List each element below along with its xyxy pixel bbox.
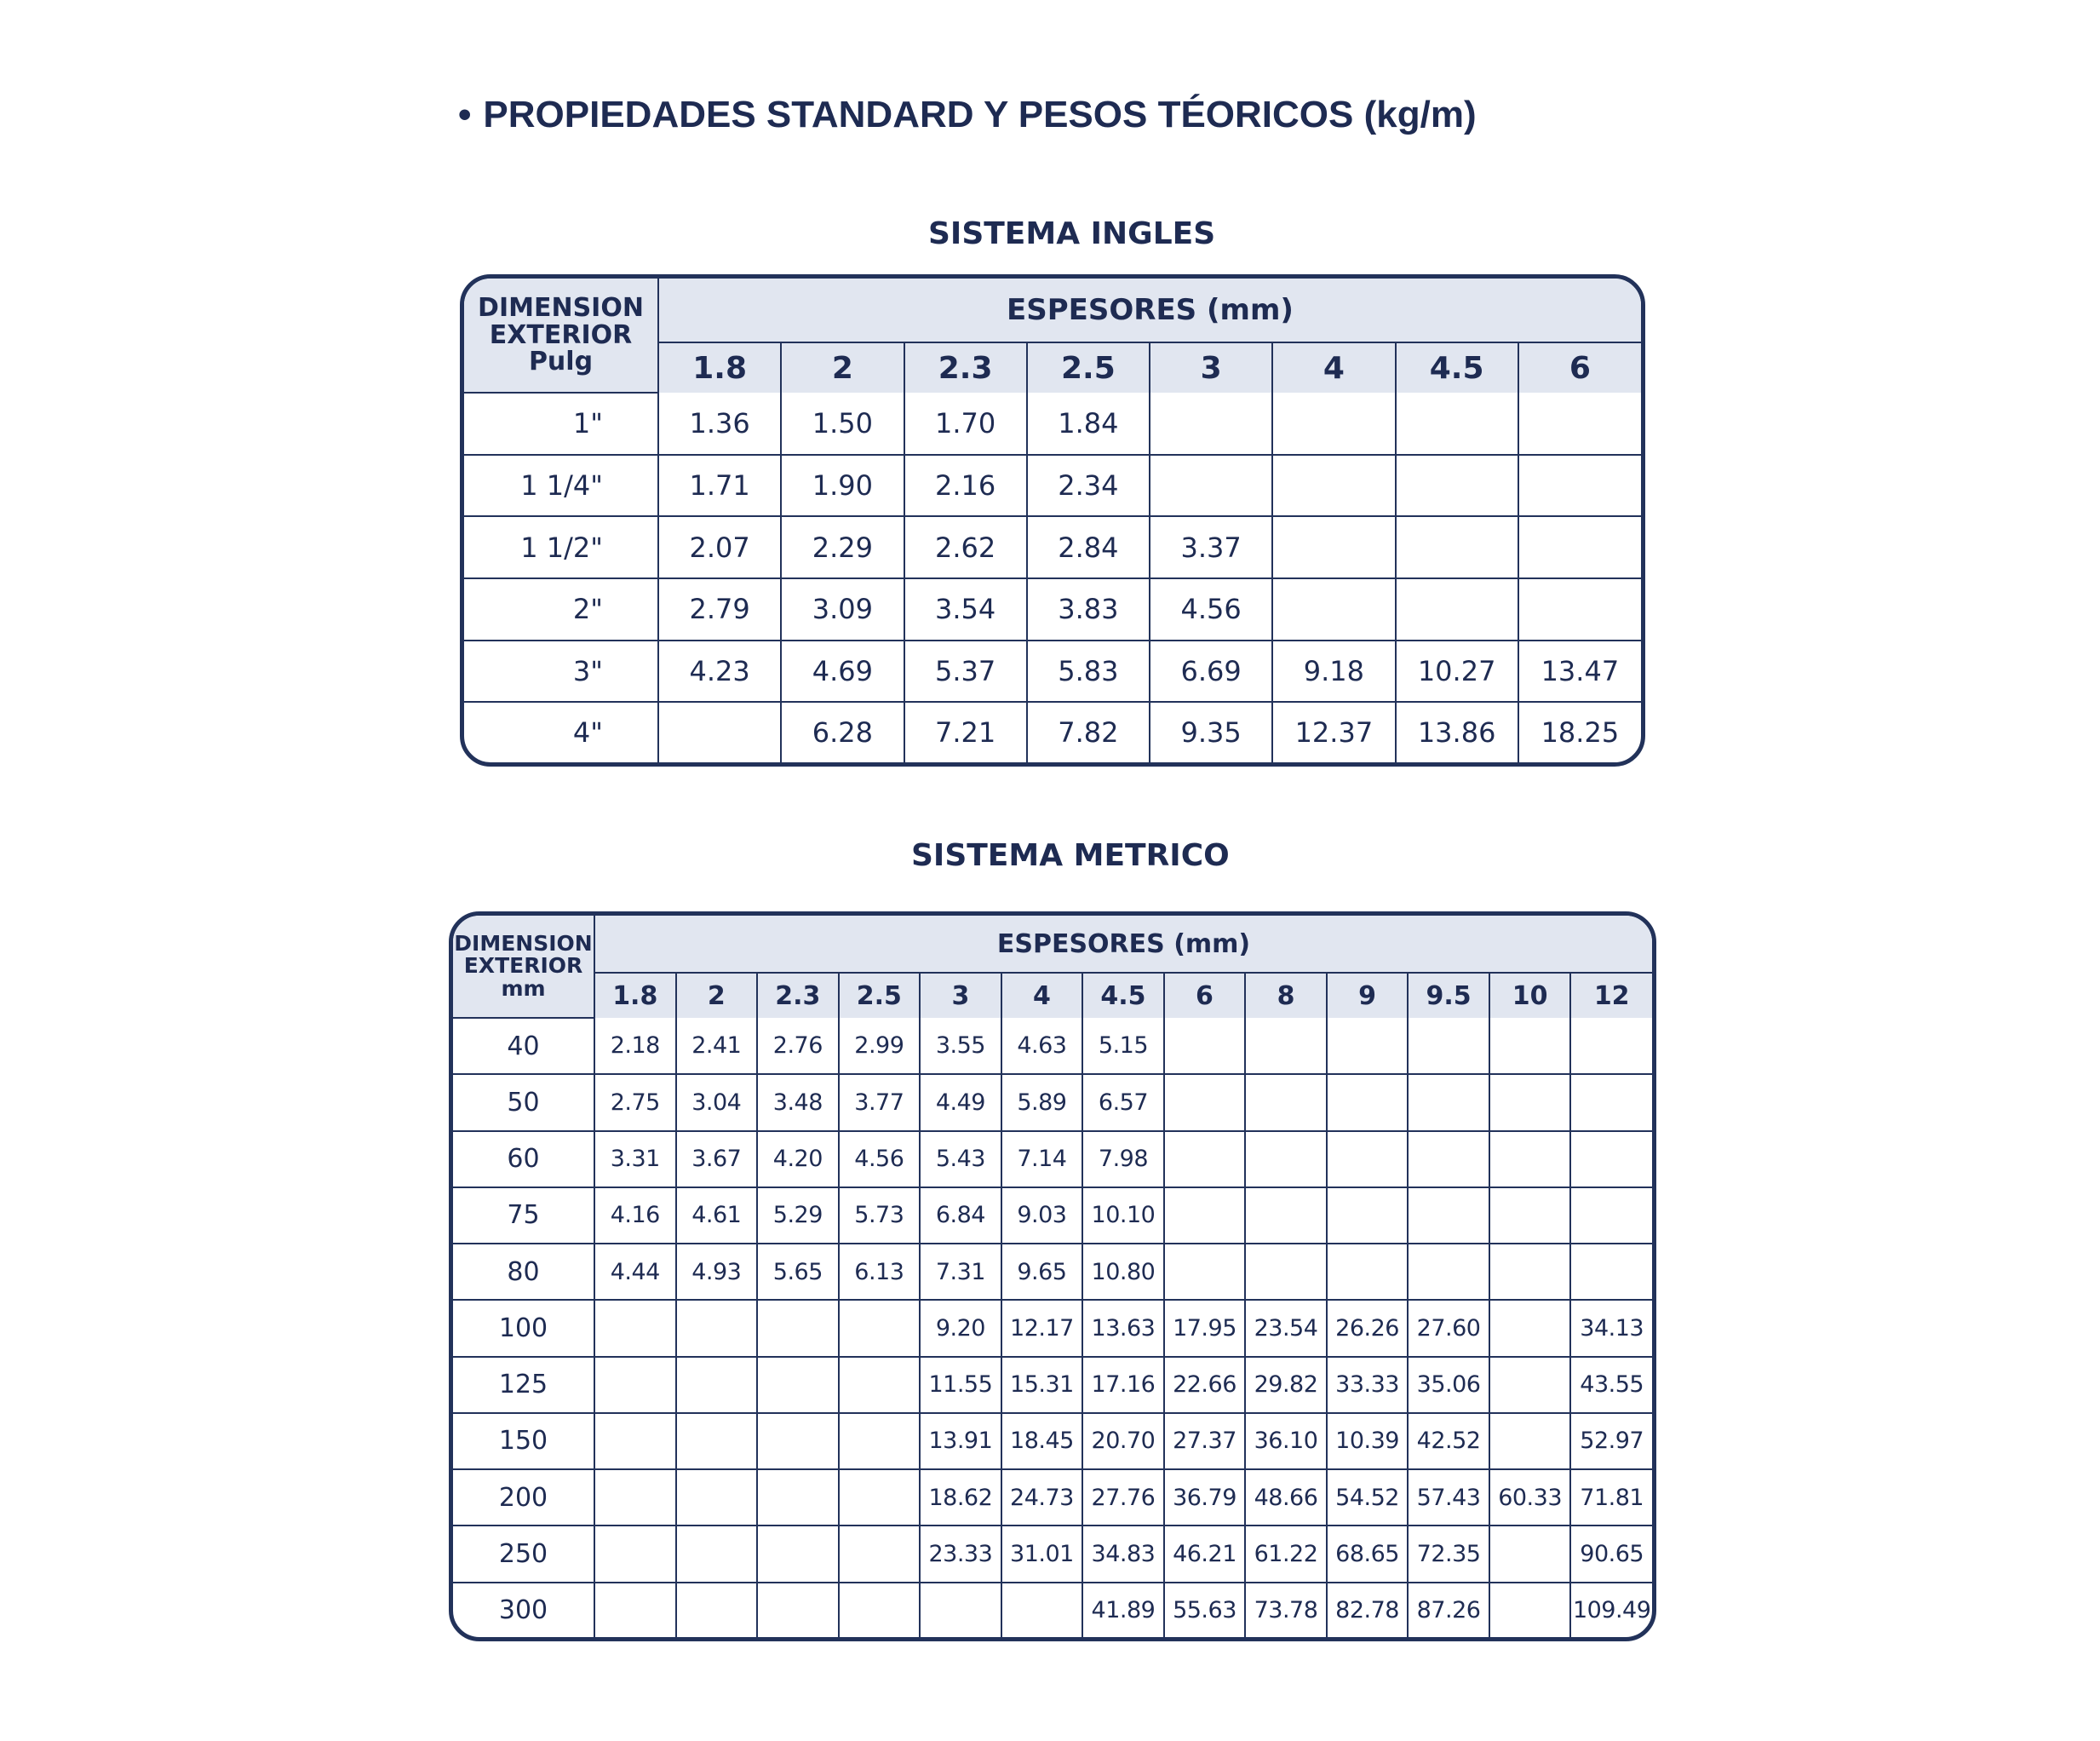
table-cell: [1245, 1018, 1327, 1074]
table-cell: 5.37: [904, 641, 1027, 703]
table-cell: 7.98: [1082, 1131, 1164, 1187]
table-cell: 29.82: [1245, 1357, 1327, 1413]
dimension-header-line: EXTERIOR: [463, 953, 583, 979]
table-cell: 72.35: [1408, 1526, 1489, 1582]
table-cell: 9.03: [1001, 1187, 1083, 1244]
column-header: 2.3: [904, 342, 1027, 393]
table-cell: [594, 1300, 676, 1356]
column-header: 4.5: [1396, 342, 1518, 393]
table-cell: 4.44: [594, 1244, 676, 1300]
table-cell: 60.33: [1489, 1469, 1571, 1526]
table-cell: 42.52: [1408, 1413, 1489, 1469]
table-cell: [1150, 455, 1272, 517]
table-cell: 3.48: [757, 1074, 839, 1130]
row-label: 60: [453, 1131, 594, 1187]
table-cell: 9.18: [1272, 641, 1395, 703]
section-title-metrico: SISTEMA METRICO: [911, 838, 1230, 873]
table-cell: [1327, 1187, 1409, 1244]
row-label: 1": [464, 393, 658, 455]
table-cell: 1.84: [1027, 393, 1150, 455]
table-cell: 36.79: [1164, 1469, 1246, 1526]
table-cell: [1164, 1131, 1246, 1187]
column-header: 4: [1001, 973, 1083, 1018]
row-label: 80: [453, 1244, 594, 1300]
espesores-header: ESPESORES (mm): [658, 279, 1641, 342]
table-cell: 27.76: [1082, 1469, 1164, 1526]
table-cell: [1489, 1583, 1571, 1638]
table-cell: 9.65: [1001, 1244, 1083, 1300]
table-cell: 55.63: [1164, 1583, 1246, 1638]
table-cell: [676, 1300, 758, 1356]
table-cell: [676, 1357, 758, 1413]
column-header: 6: [1518, 342, 1641, 393]
table-cell: 48.66: [1245, 1469, 1327, 1526]
table-cell: 71.81: [1570, 1469, 1652, 1526]
table-cell: [1164, 1018, 1246, 1074]
table-cell: [658, 702, 781, 762]
table-cell: 2.18: [594, 1018, 676, 1074]
table-cell: 3.37: [1150, 516, 1272, 578]
table-row: [464, 702, 1641, 762]
row-label: 75: [453, 1187, 594, 1244]
table-cell: [757, 1300, 839, 1356]
table-cell: [1570, 1244, 1652, 1300]
column-header: 9.5: [1408, 973, 1489, 1018]
table-cell: 43.55: [1570, 1357, 1652, 1413]
table-cell: 13.91: [920, 1413, 1001, 1469]
page-title: [458, 94, 1477, 136]
table-row: [453, 1357, 1652, 1413]
table-cell: [1327, 1244, 1409, 1300]
table-row: [464, 393, 1641, 455]
table-cell: [1245, 1131, 1327, 1187]
table-cell: 26.26: [1327, 1300, 1409, 1356]
dimension-header: [464, 279, 658, 393]
table-cell: 3.67: [676, 1131, 758, 1187]
table-cell: [839, 1583, 921, 1638]
table-cell: 2.41: [676, 1018, 758, 1074]
table-cell: 4.63: [1001, 1018, 1083, 1074]
table-cell: 2.07: [658, 516, 781, 578]
table-cell: [1164, 1074, 1246, 1130]
row-label: 40: [453, 1018, 594, 1074]
table-cell: 2.62: [904, 516, 1027, 578]
table-row: [453, 1018, 1652, 1074]
table-cell: 4.23: [658, 641, 781, 703]
table-cell: 2.84: [1027, 516, 1150, 578]
table-cell: [1489, 1187, 1571, 1244]
table-cell: 27.37: [1164, 1413, 1246, 1469]
column-header: 4.5: [1082, 973, 1164, 1018]
table-cell: [1408, 1074, 1489, 1130]
table-row: [464, 455, 1641, 517]
column-header: 10: [1489, 973, 1571, 1018]
table-cell: 2.29: [781, 516, 904, 578]
table-cell: 1.90: [781, 455, 904, 517]
table-row: [464, 578, 1641, 641]
table-cell: [1489, 1300, 1571, 1356]
table-cell: 13.47: [1518, 641, 1641, 703]
table-cell: 7.31: [920, 1244, 1001, 1300]
column-header: 6: [1164, 973, 1246, 1018]
table-cell: 5.89: [1001, 1074, 1083, 1130]
row-label: 1 1/4": [464, 455, 658, 517]
table-cell: 22.66: [1164, 1357, 1246, 1413]
row-label: 2": [464, 578, 658, 641]
table-cell: 73.78: [1245, 1583, 1327, 1638]
table-cell: 5.83: [1027, 641, 1150, 703]
table-cell: 5.65: [757, 1244, 839, 1300]
table-cell: 3.55: [920, 1018, 1001, 1074]
table-cell: [1489, 1074, 1571, 1130]
table-cell: [1570, 1074, 1652, 1130]
column-header: 2: [676, 973, 758, 1018]
table-cell: [1272, 393, 1395, 455]
table-cell: [1518, 516, 1641, 578]
section-title-ingles: SISTEMA INGLES: [928, 216, 1216, 251]
column-header-row: [453, 973, 1652, 1018]
table-row: [453, 1583, 1652, 1638]
table-cell: [1489, 1526, 1571, 1582]
table-row: [453, 1187, 1652, 1244]
table-cell: [594, 1526, 676, 1582]
table-cell: 5.43: [920, 1131, 1001, 1187]
table-cell: [757, 1469, 839, 1526]
table-cell: [594, 1357, 676, 1413]
table-cell: 3.83: [1027, 578, 1150, 641]
table-cell: [594, 1469, 676, 1526]
espesores-header: ESPESORES (mm): [594, 916, 1652, 973]
table-cell: 5.73: [839, 1187, 921, 1244]
row-label: 1 1/2": [464, 516, 658, 578]
table-cell: [1396, 516, 1518, 578]
table-cell: 6.57: [1082, 1074, 1164, 1130]
table-cell: 7.14: [1001, 1131, 1083, 1187]
table-cell: 3.54: [904, 578, 1027, 641]
table-cell: 2.76: [757, 1018, 839, 1074]
table-cell: 31.01: [1001, 1526, 1083, 1582]
table-cell: 2.75: [594, 1074, 676, 1130]
table-cell: [920, 1583, 1001, 1638]
table-row: [453, 1526, 1652, 1582]
dimension-header-unit: mm: [501, 975, 546, 1001]
column-header: 2.3: [757, 973, 839, 1018]
table-cell: [676, 1583, 758, 1638]
table-cell: 33.33: [1327, 1357, 1409, 1413]
table-cell: 6.84: [920, 1187, 1001, 1244]
table-cell: 6.13: [839, 1244, 921, 1300]
row-label: 250: [453, 1526, 594, 1582]
table-cell: [1518, 578, 1641, 641]
table-cell: 34.83: [1082, 1526, 1164, 1582]
table-cell: [1408, 1187, 1489, 1244]
table-cell: 2.99: [839, 1018, 921, 1074]
table-cell: 13.63: [1082, 1300, 1164, 1356]
table-cell: 10.10: [1082, 1187, 1164, 1244]
table-cell: 2.16: [904, 455, 1027, 517]
table-cell: 1.36: [658, 393, 781, 455]
table-cell: 20.70: [1082, 1413, 1164, 1469]
table-metrico: [449, 911, 1656, 1641]
table-cell: [839, 1413, 921, 1469]
table-cell: 4.49: [920, 1074, 1001, 1130]
table-cell: 1.70: [904, 393, 1027, 455]
table-cell: 18.45: [1001, 1413, 1083, 1469]
row-label: 200: [453, 1469, 594, 1526]
column-header: 8: [1245, 973, 1327, 1018]
table-cell: 34.13: [1570, 1300, 1652, 1356]
table-cell: 3.31: [594, 1131, 676, 1187]
table-cell: [1570, 1018, 1652, 1074]
table-cell: 13.86: [1396, 702, 1518, 762]
table-cell: [839, 1300, 921, 1356]
table-row: [453, 1074, 1652, 1130]
table-cell: 4.20: [757, 1131, 839, 1187]
table-cell: [594, 1583, 676, 1638]
table-cell: [1272, 516, 1395, 578]
table-cell: 52.97: [1570, 1413, 1652, 1469]
row-label: 50: [453, 1074, 594, 1130]
table-cell: 41.89: [1082, 1583, 1164, 1638]
table-cell: [1489, 1357, 1571, 1413]
table-cell: 4.69: [781, 641, 904, 703]
table-cell: 6.28: [781, 702, 904, 762]
table-body: [453, 1018, 1652, 1637]
table-row: [464, 516, 1641, 578]
table-cell: 46.21: [1164, 1526, 1246, 1582]
table-cell: 4.16: [594, 1187, 676, 1244]
table-cell: [1570, 1131, 1652, 1187]
table-cell: 90.65: [1570, 1526, 1652, 1582]
row-label: 300: [453, 1583, 594, 1638]
table-row: [453, 1413, 1652, 1469]
column-header: 9: [1327, 973, 1409, 1018]
column-header: 3: [920, 973, 1001, 1018]
table-cell: [1327, 1131, 1409, 1187]
table-cell: 4.61: [676, 1187, 758, 1244]
title-text: PROPIEDADES STANDARD Y PESOS TÉORICOS (kg/m): [483, 94, 1477, 135]
table-cell: 23.54: [1245, 1300, 1327, 1356]
table-cell: 4.93: [676, 1244, 758, 1300]
table-cell: 23.33: [920, 1526, 1001, 1582]
table-cell: [1489, 1413, 1571, 1469]
table-cell: [1272, 578, 1395, 641]
table-cell: [1408, 1018, 1489, 1074]
table-cell: 4.56: [1150, 578, 1272, 641]
table-cell: [1272, 455, 1395, 517]
table-cell: 5.29: [757, 1187, 839, 1244]
table-cell: 2.79: [658, 578, 781, 641]
table-cell: 24.73: [1001, 1469, 1083, 1526]
table-cell: 17.95: [1164, 1300, 1246, 1356]
column-header: 2.5: [1027, 342, 1150, 393]
table-cell: 3.04: [676, 1074, 758, 1130]
table-cell: 35.06: [1408, 1357, 1489, 1413]
table-cell: [1489, 1018, 1571, 1074]
dimension-header-line: DIMENSION: [454, 931, 593, 957]
table-cell: [757, 1413, 839, 1469]
table-cell: 10.39: [1327, 1413, 1409, 1469]
dimension-header-line: DIMENSION: [478, 293, 644, 324]
table-cell: 27.60: [1408, 1300, 1489, 1356]
table-cell: [1245, 1244, 1327, 1300]
dimension-header: [453, 916, 594, 1018]
table-body: [464, 393, 1641, 762]
table-cell: 3.77: [839, 1074, 921, 1130]
table-cell: [1489, 1131, 1571, 1187]
table-cell: [1001, 1583, 1083, 1638]
table-cell: 68.65: [1327, 1526, 1409, 1582]
table-cell: 6.69: [1150, 641, 1272, 703]
table-cell: 18.25: [1518, 702, 1641, 762]
dimension-header-unit: Pulg: [528, 347, 594, 377]
table-cell: 2.34: [1027, 455, 1150, 517]
table-cell: 61.22: [1245, 1526, 1327, 1582]
table-cell: [1489, 1244, 1571, 1300]
table-cell: [1408, 1131, 1489, 1187]
table-cell: [1518, 455, 1641, 517]
row-label: 100: [453, 1300, 594, 1356]
table-cell: 109.49: [1570, 1583, 1652, 1638]
table-cell: 9.20: [920, 1300, 1001, 1356]
row-label: 150: [453, 1413, 594, 1469]
column-header: 4: [1272, 342, 1395, 393]
table-cell: 3.09: [781, 578, 904, 641]
row-label: 3": [464, 641, 658, 703]
table-cell: [676, 1413, 758, 1469]
table-row: [453, 1131, 1652, 1187]
table-cell: 36.10: [1245, 1413, 1327, 1469]
column-header: 2: [781, 342, 904, 393]
table-cell: [676, 1526, 758, 1582]
table-cell: [839, 1357, 921, 1413]
table-cell: [757, 1526, 839, 1582]
table-cell: 7.21: [904, 702, 1027, 762]
table-cell: [839, 1526, 921, 1582]
table-cell: [594, 1413, 676, 1469]
table-cell: [1164, 1187, 1246, 1244]
table-cell: [1518, 393, 1641, 455]
table-cell: 9.35: [1150, 702, 1272, 762]
table-cell: [1396, 578, 1518, 641]
table-cell: [839, 1469, 921, 1526]
dimension-header-line: EXTERIOR: [489, 319, 633, 350]
table-cell: 11.55: [920, 1357, 1001, 1413]
table-cell: 1.50: [781, 393, 904, 455]
table-cell: 17.16: [1082, 1357, 1164, 1413]
table-row: [453, 1469, 1652, 1526]
table-row: [464, 641, 1641, 703]
title-bullet: •: [458, 94, 472, 135]
column-header: 12: [1570, 973, 1652, 1018]
table-row: [453, 1244, 1652, 1300]
table-cell: 18.62: [920, 1469, 1001, 1526]
table-cell: 4.56: [839, 1131, 921, 1187]
table-cell: 82.78: [1327, 1583, 1409, 1638]
table-cell: [676, 1469, 758, 1526]
table-cell: 87.26: [1408, 1583, 1489, 1638]
table-cell: 54.52: [1327, 1469, 1409, 1526]
table-cell: [1408, 1244, 1489, 1300]
table-cell: [1245, 1187, 1327, 1244]
table-cell: [1327, 1074, 1409, 1130]
table-cell: 12.37: [1272, 702, 1395, 762]
table-cell: 1.71: [658, 455, 781, 517]
table-ingles: [460, 274, 1645, 767]
table-cell: [1245, 1074, 1327, 1130]
table-cell: 15.31: [1001, 1357, 1083, 1413]
table-cell: [1164, 1244, 1246, 1300]
table-cell: 12.17: [1001, 1300, 1083, 1356]
column-header: 3: [1150, 342, 1272, 393]
column-header: 1.8: [594, 973, 676, 1018]
table-row: [453, 1300, 1652, 1356]
table-cell: [1396, 455, 1518, 517]
table-cell: [1150, 393, 1272, 455]
table-cell: 5.15: [1082, 1018, 1164, 1074]
table-cell: [1396, 393, 1518, 455]
column-header: 2.5: [839, 973, 921, 1018]
table-cell: 7.82: [1027, 702, 1150, 762]
table-cell: 57.43: [1408, 1469, 1489, 1526]
table-cell: [757, 1583, 839, 1638]
column-header: 1.8: [658, 342, 781, 393]
row-label: 125: [453, 1357, 594, 1413]
table-cell: [1327, 1018, 1409, 1074]
table-cell: 10.27: [1396, 641, 1518, 703]
row-label: 4": [464, 702, 658, 762]
table-cell: [1570, 1187, 1652, 1244]
table-cell: [757, 1357, 839, 1413]
table-cell: 10.80: [1082, 1244, 1164, 1300]
